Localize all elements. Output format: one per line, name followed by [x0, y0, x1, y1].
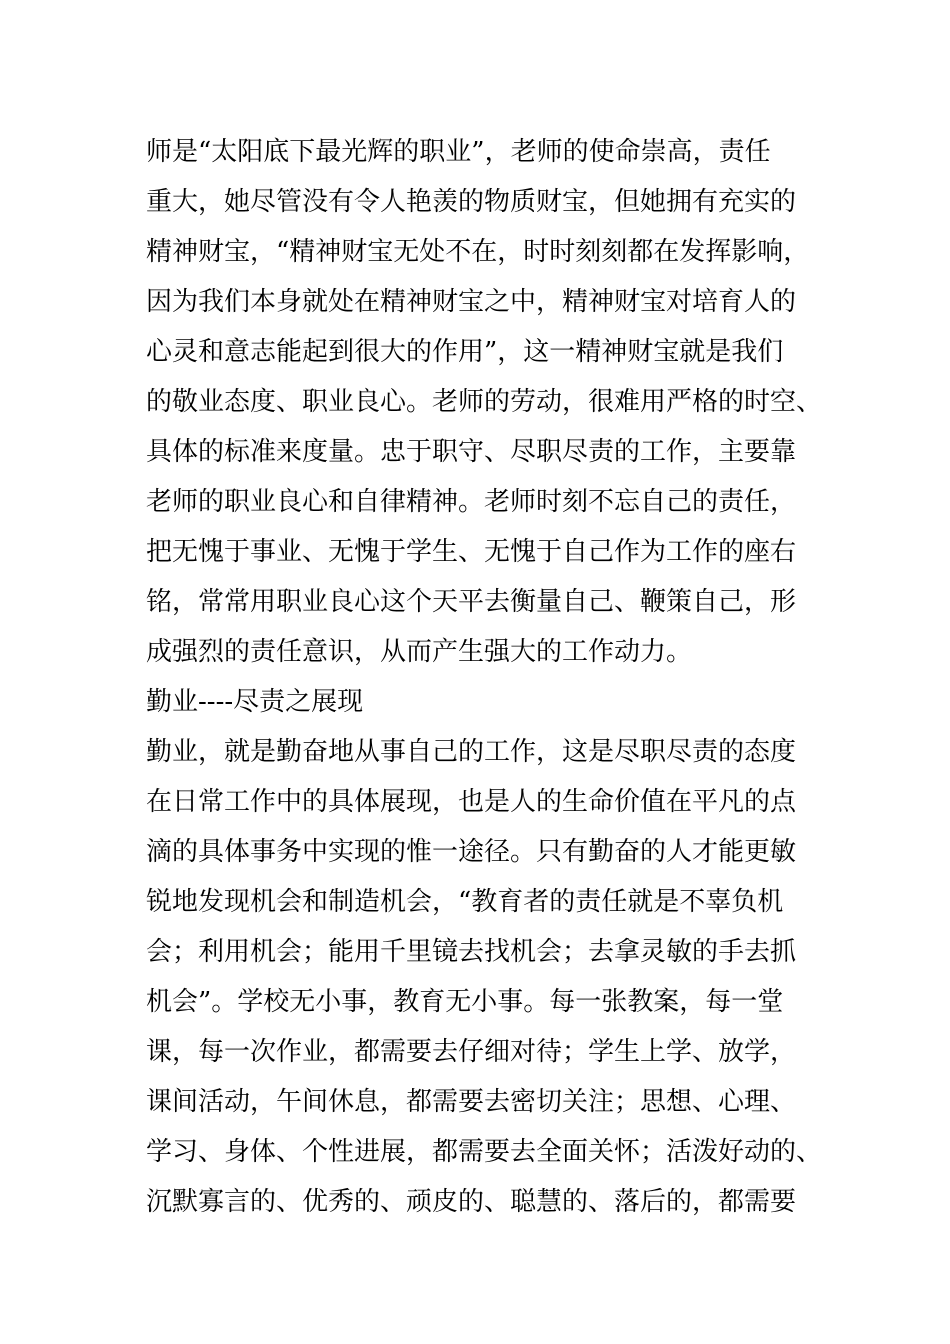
text-line: 具体的标准来度量。忠于职守、尽职尽责的工作，主要靠	[146, 437, 797, 467]
text-line: 因为我们本身就处在精神财宝之中，精神财宝对培育人的	[146, 287, 797, 317]
text-line: 铭，常常用职业良心这个天平去衡量自己、鞭策自己，形	[146, 587, 797, 617]
text-line: 老师的职业良心和自律精神。老师时刻不忘自己的责任，	[146, 487, 797, 517]
text-line: 学习、身体、个性进展，都需要去全面关怀；活泼好动的、	[146, 1137, 823, 1167]
text-line: 机会”。学校无小事，教育无小事。每一张教案，每一堂	[146, 987, 784, 1017]
text-line: 沉默寡言的、优秀的、顽皮的、聪慧的、落后的，都需要	[146, 1187, 797, 1217]
text-line: 课间活动，午间休息，都需要去密切关注；思想、心理、	[146, 1087, 797, 1117]
text-line: 成强烈的责任意识，从而产生强大的工作动力。	[146, 637, 693, 667]
text-line: 滴的具体事务中实现的惟一途径。只有勤奋的人才能更敏	[146, 837, 797, 867]
section-heading: 勤业----尽责之展现	[146, 687, 364, 717]
text-line: 把无愧于事业、无愧于学生、无愧于自己作为工作的座右	[146, 537, 797, 567]
text-line: 精神财宝，“精神财宝无处不在，时时刻刻都在发挥影响，	[146, 237, 810, 267]
text-line: 会；利用机会；能用千里镜去找机会；去拿灵敏的手去抓	[146, 937, 797, 967]
text-line: 在日常工作中的具体展现，也是人的生命价值在平凡的点	[146, 787, 797, 817]
text-line: 课，每一次作业，都需要去仔细对待；学生上学、放学，	[146, 1037, 797, 1067]
text-line: 的敬业态度、职业良心。老师的劳动，很难用严格的时空、	[146, 387, 823, 417]
text-line: 心灵和意志能起到很大的作用”，这一精神财宝就是我们	[146, 337, 784, 367]
text-line: 师是“太阳底下最光辉的职业”，老师的使命崇高，责任	[146, 137, 771, 167]
text-line: 锐地发现机会和制造机会，“教育者的责任就是不辜负机	[146, 887, 784, 917]
text-line: 勤业，就是勤奋地从事自己的工作，这是尽职尽责的态度	[146, 737, 797, 767]
text-line: 重大，她尽管没有令人艳羡的物质财宝，但她拥有充实的	[146, 187, 797, 217]
